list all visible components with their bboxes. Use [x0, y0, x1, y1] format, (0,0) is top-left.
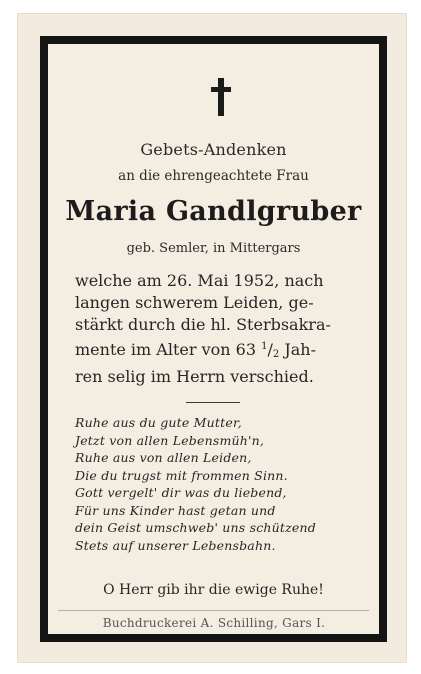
fraction-numerator: 1: [261, 341, 268, 352]
fraction-slash: /: [267, 340, 273, 359]
printer-rule: [58, 610, 369, 611]
section-divider: [186, 402, 240, 403]
verse-line: Für uns Kinder hast getan und: [75, 502, 276, 518]
card-subheading: an die ehrengeachtete Frau: [118, 168, 309, 184]
obituary-line: welche am 26. Mai 1952, nach: [75, 271, 324, 290]
fraction-denominator: 2: [272, 349, 280, 360]
printer-imprint: Buchdruckerei A. Schilling, Gars I.: [102, 616, 326, 630]
verse-line: Die du trugst mit frommen Sinn.: [75, 467, 288, 483]
obituary-line: langen schwerem Leiden, ge-: [75, 293, 314, 312]
obituary-line-age: mente im Alter von 63 $^1/_2$ Jah-: [75, 340, 317, 360]
birth-name-line: geb. Semler, in Mittergars: [126, 241, 301, 256]
obituary-line: stärkt durch die hl. Sterbsakra-: [75, 315, 331, 334]
obituary-text: [75, 270, 359, 388]
verse-line: Ruhe aus du gute Mutter,: [75, 415, 242, 430]
cross-icon: [211, 78, 231, 116]
verse-line: dein Geist umschweb' uns schützend: [75, 520, 316, 535]
deceased-name: Maria Gandlgruber: [65, 196, 362, 227]
card-heading: Gebets-Andenken: [140, 140, 287, 159]
closing-prayer: O Herr gib ihr die ewige Ruhe!: [103, 582, 324, 598]
age-suffix: Jah-: [279, 340, 317, 359]
verse-line: Jetzt von allen Lebensmüh'n,: [75, 432, 265, 448]
verse-line: Ruhe aus von allen Leiden,: [75, 450, 252, 465]
memorial-verse: [75, 414, 365, 554]
verse-line: Stets auf unserer Lebensbahn.: [75, 537, 276, 553]
obituary-line: ren selig im Herrn verschied.: [75, 367, 314, 386]
card-content: [48, 44, 379, 634]
black-border-frame: [40, 36, 387, 642]
verse-line: Gott vergelt' dir was du liebend,: [75, 485, 287, 500]
